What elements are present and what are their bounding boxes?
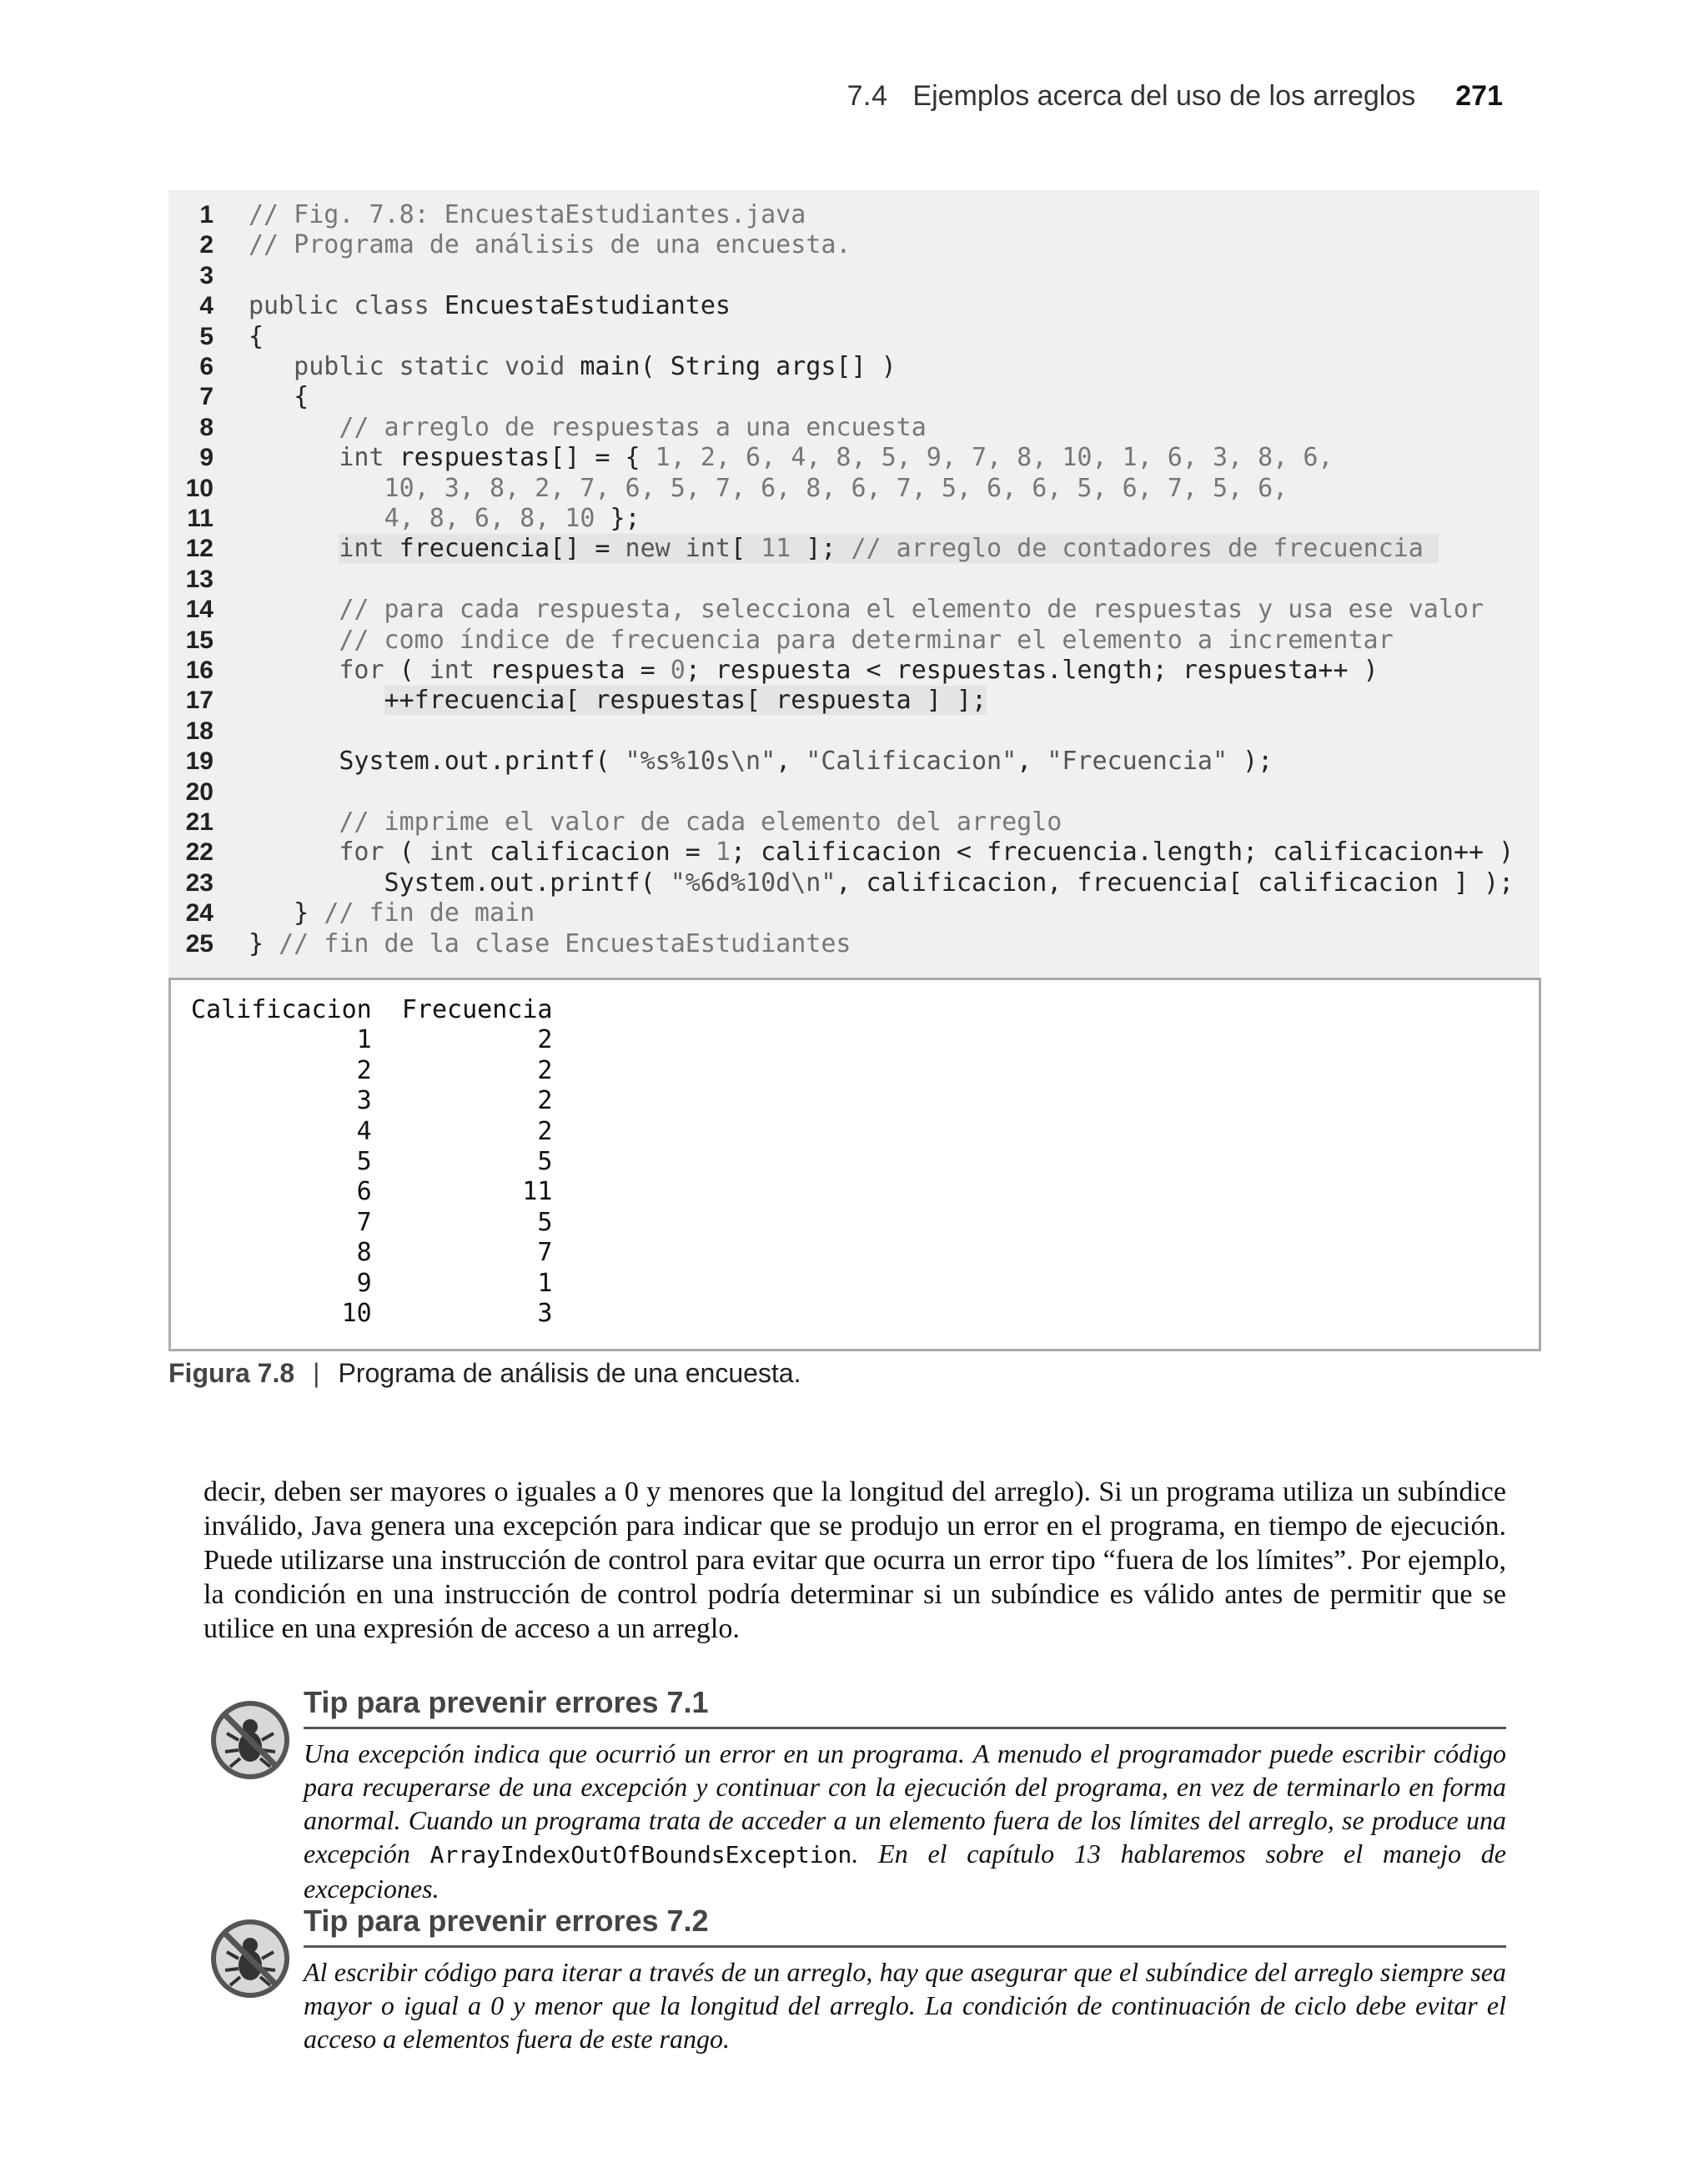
- code-line: [168, 656, 1540, 686]
- tip-text-part: Una excepción indica que ocurrió un error en un programa. A menudo el programador puede escribir código para recuperarse de una excepción y continuar con la ejecución del programa, en vez de terminarlo en forma anormal. Cuando un programa trata de acceder a un elemento fuera de los límites del arreglo, se produce una excepción: [304, 1738, 1506, 1869]
- code-token: 1, 2, 6, 4, 8, 5, 9, 7, 8, 10, 1, 6, 3, 8, 6,: [655, 443, 1334, 473]
- code-token: // arreglo de respuestas a una encuesta: [249, 412, 927, 442]
- line-number: 7: [199, 383, 214, 411]
- code-line: [168, 626, 1540, 656]
- code-token: respuesta =: [474, 656, 671, 685]
- code-token: int: [429, 837, 475, 868]
- code-text: [249, 626, 1394, 656]
- code-line: [168, 474, 1540, 504]
- code-token: ,: [1017, 747, 1047, 777]
- code-token: 10, 3, 8, 2, 7, 6, 5, 7, 6, 8, 6, 7, 5, 6, 6, 5, 6, 7, 5, 6,: [249, 473, 1289, 503]
- output-row: 4 2: [191, 1116, 553, 1146]
- code-text: [249, 807, 1062, 837]
- code-token: [: [730, 534, 761, 564]
- section-number: 7.4: [846, 80, 888, 112]
- code-token: // Fig. 7.8: EncuestaEstudiantes.java: [249, 200, 806, 229]
- code-line: [168, 322, 1540, 352]
- code-token: EncuestaEstudiantes: [444, 291, 731, 321]
- code-token: System.out.printf(: [249, 747, 625, 777]
- output-row: 9 1: [191, 1268, 553, 1298]
- code-line: [168, 686, 1540, 716]
- code-token: // para cada respuesta, selecciona el elemento de respuestas y usa ese valor: [249, 595, 1484, 625]
- code-token: int: [339, 534, 384, 564]
- output-header: Calificacion Frecuencia: [191, 995, 553, 1024]
- code-text: [249, 534, 1439, 564]
- code-text: [249, 291, 731, 321]
- code-line: [168, 534, 1540, 564]
- line-number: 9: [199, 444, 214, 472]
- code-token: }: [249, 928, 279, 958]
- code-token: {: [249, 321, 264, 351]
- code-text: [249, 837, 1514, 868]
- tip-title: Tip para prevenir errores 7.1: [304, 1685, 709, 1719]
- code-token: ,: [776, 747, 806, 777]
- line-number: 12: [185, 535, 214, 563]
- code-text: [249, 352, 897, 382]
- code-token: 11: [761, 534, 791, 564]
- code-token: // fin de la clase EncuestaEstudiantes: [279, 928, 851, 958]
- code-text: [249, 443, 1333, 473]
- code-token: [249, 534, 339, 563]
- code-token: int: [339, 443, 384, 473]
- code-text: [249, 230, 851, 260]
- code-line: [168, 230, 1540, 260]
- line-number: 4: [199, 292, 214, 320]
- code-line: [168, 200, 1540, 230]
- code-token: ; calificacion < frecuencia.length; calificacion++ ): [730, 837, 1515, 868]
- code-token: ++frecuencia[ respuestas[ respuesta ] ];: [384, 686, 987, 716]
- code-token: respuestas[] = {: [384, 443, 656, 473]
- code-line: [168, 352, 1540, 382]
- output-row: 8 7: [191, 1238, 553, 1268]
- tip-text-part: . En el capítulo 13 hablaremos sobre el manejo de excepciones.: [304, 1838, 1506, 1904]
- code-token: // imprime el valor de cada elemento del arreglo: [249, 807, 1062, 837]
- code-token: , calificacion, frecuencia[ calificacion ] );: [836, 868, 1515, 898]
- code-line: [168, 382, 1540, 412]
- code-token: 1: [715, 837, 731, 868]
- code-text: [249, 898, 535, 928]
- code-line: [168, 777, 1540, 807]
- code-token: "%s%10s\n": [625, 747, 776, 777]
- code-line: [168, 565, 1540, 595]
- output-row: 1 2: [191, 1025, 553, 1055]
- code-text: [249, 382, 309, 412]
- line-number: 19: [185, 747, 214, 776]
- page-number: 271: [1455, 80, 1503, 112]
- code-text: [249, 686, 987, 716]
- tip-title: Tip para prevenir errores 7.2: [304, 1904, 709, 1938]
- code-line: [168, 717, 1540, 747]
- line-number: 15: [185, 626, 214, 654]
- code-token: "Frecuencia": [1047, 747, 1228, 777]
- line-number: 16: [185, 656, 214, 684]
- program-output: [168, 978, 1541, 1351]
- code-token: calificacion =: [474, 837, 716, 868]
- tip-rule: [304, 1727, 1506, 1729]
- code-token: System.out.printf(: [249, 868, 671, 898]
- code-line: [168, 443, 1540, 473]
- code-text: [249, 656, 1379, 686]
- tip-text-part: Al escribir código para iterar a través de un arreglo, hay que asegurar que el subíndice del arreglo siempre sea mayor o igual a 0 y menor que la longitud del arreglo. La condición de continuación de ciclo debe evitar el acceso a elementos fuera de este rango.: [304, 1957, 1506, 2054]
- figure-caption-text: Programa de análisis de una encuesta.: [338, 1358, 801, 1388]
- output-row: 10 3: [191, 1299, 553, 1328]
- tip-code: ArrayIndexOutOfBoundsException: [430, 1841, 852, 1869]
- code-token: // como índice de frecuencia para determinar el elemento a incrementar: [249, 625, 1394, 655]
- line-number: 5: [199, 322, 214, 350]
- code-text: [249, 322, 264, 352]
- code-text: [249, 504, 640, 534]
- line-number: 22: [185, 838, 214, 867]
- section-title: Ejemplos acerca del uso de los arreglos: [912, 80, 1416, 112]
- code-line: [168, 898, 1540, 928]
- line-number: 18: [185, 717, 214, 745]
- code-token: // fin de main: [324, 898, 535, 928]
- running-head: [847, 80, 1503, 113]
- code-token: {: [249, 382, 309, 412]
- code-line: [168, 747, 1540, 777]
- code-token: main( String args[] ): [580, 352, 897, 381]
- output-row: 5 5: [191, 1147, 553, 1176]
- line-number: 10: [185, 474, 214, 502]
- line-number: 11: [187, 505, 214, 532]
- code-token: );: [1228, 747, 1273, 777]
- line-number: 21: [185, 808, 214, 836]
- tip-text: [304, 1955, 1506, 2057]
- line-number: 24: [185, 899, 214, 928]
- line-number: 2: [199, 231, 214, 259]
- code-token: (: [384, 656, 430, 685]
- code-token: ; respuesta < respuestas.length; respuesta++ ): [685, 656, 1379, 685]
- line-number: 1: [199, 201, 214, 229]
- tip-rule: [304, 1945, 1506, 1948]
- code-line: [168, 413, 1540, 443]
- code-token: "%6d%10d\n": [670, 868, 836, 898]
- code-line: [168, 868, 1540, 898]
- caption-separator: |: [313, 1358, 320, 1388]
- code-token: (: [384, 837, 430, 868]
- body-paragraph: decir, deben ser mayores o iguales a 0 y menores que la longitud del arreglo). Si un programa utiliza un subíndice inválido, Java genera una excepción para indicar que se produjo un error en el programa, en tiempo de ejecución. Puede utilizarse una instrucción de control para evitar que ocurra un error tipo “fuera de los límites”. Por ejemplo, la condición en una instrucción de control podría determinar si un subíndice es válido antes de permitir que se utilice en una expresión de acceso a un arreglo.: [203, 1476, 1506, 1644]
- line-number: 25: [185, 929, 214, 958]
- code-token: };: [595, 504, 640, 533]
- code-token: }: [249, 898, 324, 928]
- code-token: [249, 837, 339, 867]
- code-token: [249, 656, 339, 685]
- code-token: [249, 504, 384, 533]
- code-token: [249, 686, 384, 715]
- code-line: [168, 261, 1540, 291]
- code-line: [168, 929, 1540, 959]
- tip-text: [304, 1737, 1506, 1905]
- code-token: new int: [625, 534, 731, 564]
- code-token: public static void: [249, 352, 580, 381]
- code-line: [168, 291, 1540, 321]
- line-number: 20: [185, 777, 214, 806]
- code-text: [249, 868, 1514, 898]
- bug-prohibited-icon: [210, 1919, 290, 1999]
- code-token: "Calificacion": [806, 747, 1017, 777]
- line-number: 17: [185, 687, 214, 715]
- bug-prohibited-icon: [210, 1700, 290, 1780]
- code-line: [168, 504, 1540, 534]
- line-number: 6: [199, 353, 214, 380]
- code-line: [168, 595, 1540, 625]
- output-row: 6 11: [191, 1177, 553, 1207]
- figure-label: Figura 7.8: [168, 1358, 295, 1388]
- line-number: 23: [185, 868, 214, 897]
- line-number: 8: [199, 413, 214, 441]
- code-token: // arreglo de contadores de frecuencia: [851, 534, 1439, 564]
- code-token: // Programa de análisis de una encuesta.: [249, 230, 851, 260]
- line-number: 14: [185, 596, 214, 624]
- code-token: [249, 443, 339, 472]
- code-text: [249, 929, 851, 959]
- code-token: int: [429, 656, 475, 685]
- code-token: 4, 8, 6, 8, 10: [384, 504, 595, 533]
- figure-caption: [168, 1358, 801, 1389]
- output-row: 3 2: [191, 1086, 553, 1116]
- code-token: ];: [791, 534, 851, 564]
- code-line: [168, 807, 1540, 837]
- code-text: [249, 595, 1484, 625]
- code-listing: [168, 190, 1540, 979]
- code-text: [249, 474, 1288, 504]
- line-number: 3: [199, 261, 214, 289]
- code-text: [249, 200, 806, 230]
- code-line: [168, 837, 1540, 868]
- output-row: 2 2: [191, 1055, 553, 1085]
- code-text: [249, 413, 927, 443]
- code-token: for: [339, 837, 384, 868]
- code-token: 0: [670, 656, 686, 685]
- code-token: frecuencia[] =: [384, 534, 625, 564]
- output-row: 7 5: [191, 1207, 553, 1237]
- code-token: for: [339, 656, 384, 685]
- line-number: 13: [185, 565, 214, 593]
- code-text: [249, 747, 1273, 777]
- code-token: public class: [249, 291, 445, 321]
